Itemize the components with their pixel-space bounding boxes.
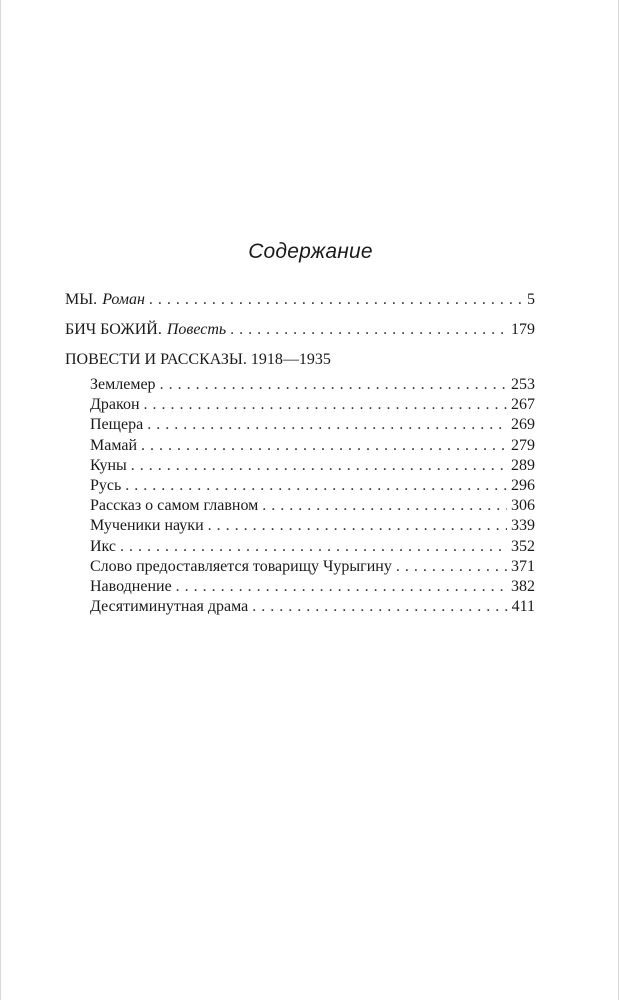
- toc-entry-title: Мамай: [90, 436, 138, 454]
- toc-entry-bich-bozhiy[interactable]: [65, 320, 535, 350]
- toc-section-heading: ПОВЕСТИ И РАССКАЗЫ. 1918—1935: [65, 351, 331, 368]
- toc-entry-title: Мученики науки: [90, 517, 204, 535]
- toc-story-entry[interactable]: [65, 577, 535, 597]
- toc-entry-title: Куны: [90, 456, 127, 474]
- toc-page-number: 306: [511, 497, 535, 515]
- dot-leader: [208, 516, 507, 536]
- toc-page-number: 352: [511, 537, 535, 555]
- dot-leader: [141, 436, 507, 456]
- dot-leader: [396, 557, 507, 577]
- toc-story-entry[interactable]: [65, 375, 535, 395]
- toc-story-entry[interactable]: [65, 496, 535, 516]
- dot-leader: [262, 496, 507, 516]
- toc-entry-title: Пещера: [90, 416, 144, 434]
- toc-entry-title: Наводнение: [90, 577, 172, 595]
- toc-entry-title: Десятиминутная драма: [90, 598, 249, 616]
- dot-leader: [160, 375, 507, 395]
- toc-page-number: 382: [511, 577, 535, 595]
- toc-entry-title: Рассказ о самом главном: [90, 497, 259, 515]
- toc-story-entry[interactable]: [65, 436, 535, 456]
- toc-story-entry[interactable]: [65, 476, 535, 496]
- toc-entry-title: Землемер: [90, 376, 156, 393]
- toc-page-number: 253: [511, 376, 535, 393]
- toc-entry-title: МЫ. Роман: [65, 291, 145, 308]
- toc-page-number: 279: [511, 436, 535, 454]
- toc-page-number: 411: [511, 598, 535, 616]
- dot-leader: [147, 415, 507, 435]
- toc-page-number: 179: [511, 321, 535, 338]
- toc-page-number: 296: [511, 476, 535, 494]
- toc-story-entry[interactable]: [65, 456, 535, 476]
- toc-page-number: 371: [511, 557, 535, 575]
- dot-leader: [149, 290, 523, 310]
- toc-heading: Содержание: [248, 240, 373, 263]
- toc-story-entry[interactable]: [65, 597, 535, 617]
- toc-page-number: 267: [511, 396, 535, 414]
- toc-entry-title: Икс: [90, 537, 117, 555]
- table-of-contents: [65, 290, 535, 617]
- toc-entry-my[interactable]: [65, 290, 535, 320]
- toc-page-number: 289: [511, 456, 535, 474]
- dot-leader: [144, 395, 507, 415]
- toc-story-entry[interactable]: [65, 557, 535, 577]
- dot-leader: [176, 577, 507, 597]
- toc-page-number: 5: [527, 291, 535, 308]
- dot-leader: [120, 537, 507, 557]
- dot-leader: [131, 456, 507, 476]
- toc-story-entry[interactable]: [65, 395, 535, 415]
- toc-entry-title: Дракон: [90, 396, 140, 414]
- toc-page-number: 339: [511, 517, 535, 535]
- toc-story-entry[interactable]: [65, 415, 535, 435]
- toc-page-number: 269: [511, 416, 535, 434]
- toc-entry-title: БИЧ БОЖИЙ. Повесть: [65, 321, 227, 338]
- toc-story-entry[interactable]: [65, 516, 535, 536]
- toc-story-entry[interactable]: [65, 537, 535, 557]
- dot-leader: [125, 476, 507, 496]
- toc-entry-title: Слово предоставляется товарищу Чурыгину: [90, 557, 392, 575]
- toc-entry-title: Русь: [90, 476, 122, 494]
- dot-leader: [252, 597, 507, 617]
- dot-leader: [230, 320, 507, 340]
